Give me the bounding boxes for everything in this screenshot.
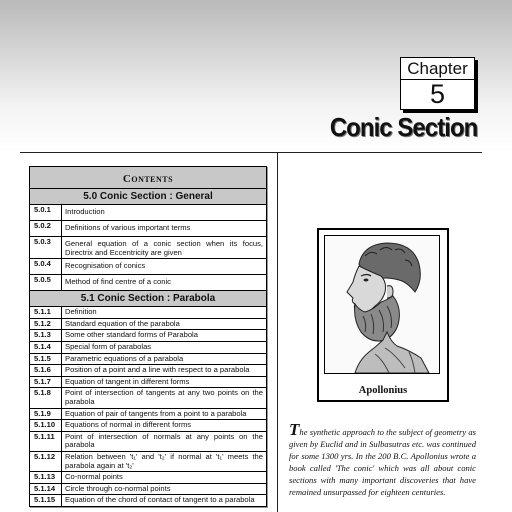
toc-text: Method of find centre of a conic [65, 277, 171, 287]
toc-number: 5.0.3 [30, 237, 62, 258]
toc-number: 5.0.1 [30, 205, 62, 220]
toc-text: Equations of normal in different forms [65, 420, 192, 430]
toc-number: 5.1.7 [30, 377, 62, 388]
contents-table [29, 166, 267, 507]
toc-number: 5.1.8 [30, 388, 62, 407]
toc-text: General equation of a conic section when its focus, Directrix and Eccentricity are given [65, 239, 263, 257]
toc-text: Equation of the chord of contact of tangent to a parabola [65, 495, 255, 505]
toc-text: Recognisation of conics [65, 261, 146, 271]
toc-number: 5.1.2 [30, 319, 62, 330]
toc-row[interactable] [30, 495, 266, 506]
toc-number: 5.1.10 [30, 420, 62, 431]
toc-row[interactable] [30, 330, 266, 342]
toc-row[interactable] [30, 409, 266, 421]
contents-title: Contents [30, 167, 266, 189]
toc-text: Standard equation of the parabola [65, 318, 180, 328]
toc-number: 5.1.9 [30, 409, 62, 420]
toc-number: 5.1.6 [30, 365, 62, 376]
toc-number: 5.1.14 [30, 484, 62, 495]
toc-row[interactable] [30, 205, 266, 221]
chapter-box [400, 57, 475, 110]
toc-row[interactable] [30, 484, 266, 496]
toc-text: Equation of tangent in different forms [65, 376, 190, 386]
toc-row[interactable] [30, 452, 266, 472]
toc-row[interactable] [30, 259, 266, 275]
toc-row[interactable] [30, 307, 266, 319]
toc-text: Point of intersection of tangents at any two points on the parabola [65, 388, 263, 406]
section-heading: 5.1 Conic Section : Parabola [30, 290, 266, 307]
toc-row[interactable] [30, 319, 266, 331]
toc-row[interactable] [30, 420, 266, 432]
toc-text: Co-normal points [65, 472, 123, 482]
toc-number: 5.1.4 [30, 342, 62, 353]
toc-text: Introduction [65, 207, 105, 216]
toc-row[interactable] [30, 354, 266, 366]
apollonius-portrait [324, 235, 440, 374]
toc-number: 5.1.15 [30, 495, 62, 506]
toc-number: 5.1.13 [30, 472, 62, 483]
portrait-frame [317, 228, 449, 402]
toc-number: 5.0.2 [30, 221, 62, 236]
toc-text: Definitions of various important terms [65, 223, 191, 232]
toc-number: 5.0.4 [30, 259, 62, 274]
portrait-bust-illustration [325, 236, 439, 373]
toc-text: Point of intersection of normals at any points on the parabola [65, 431, 263, 450]
toc-text: Definition [65, 307, 97, 317]
toc-row[interactable] [30, 342, 266, 354]
toc-number: 5.1.3 [30, 330, 62, 341]
toc-row[interactable] [30, 388, 266, 408]
toc-number: 5.1.12 [30, 452, 62, 471]
toc-text: Equation of pair of tangents from a point to a parabola [65, 408, 247, 418]
toc-number: 5.1.11 [30, 432, 62, 451]
toc-text: Relation between 't₁' and 't₂' if normal at 't₁' meets the parabola again at 't₂' [65, 451, 263, 470]
toc-row[interactable] [30, 472, 266, 484]
toc-text: Circle through co-normal points [65, 483, 171, 493]
intro-dropcap: T [289, 420, 300, 439]
toc-text: Parametric equations of a parabola [65, 353, 184, 363]
toc-row[interactable] [30, 432, 266, 452]
toc-text: Special form of parabolas [65, 341, 152, 351]
toc-number: 5.1.5 [30, 354, 62, 365]
toc-text: Some other standard forms of Parabola [65, 330, 198, 340]
portrait-caption: Apollonius [358, 385, 408, 396]
intro-text: he synthetic approach to the subject of geometry as given by Euclid and in Sulbasutras etc. was continued for some 1300 yrs. In the 200 B.C. Apollonius wrote a book called 'The conic' which was all about conic sections with many important discoveries that have remained unsurpassed for eighteen centuries. [289, 427, 476, 497]
toc-row[interactable] [30, 275, 266, 290]
toc-text: Position of a point and a line with respect to a parabola [65, 365, 250, 375]
toc-row[interactable] [30, 237, 266, 259]
toc-row[interactable] [30, 365, 266, 377]
toc-row[interactable] [30, 377, 266, 389]
chapter-label: Chapter [401, 59, 474, 80]
header-divider [20, 152, 482, 153]
toc-number: 5.1.1 [30, 307, 62, 318]
section-heading: 5.0 Conic Section : General [30, 189, 266, 205]
toc-number: 5.0.5 [30, 275, 62, 290]
chapter-number: 5 [429, 79, 446, 109]
column-divider [277, 152, 278, 512]
toc-row[interactable] [30, 221, 266, 237]
chapter-title: Conic Section [329, 112, 477, 142]
intro-paragraph [289, 420, 476, 498]
